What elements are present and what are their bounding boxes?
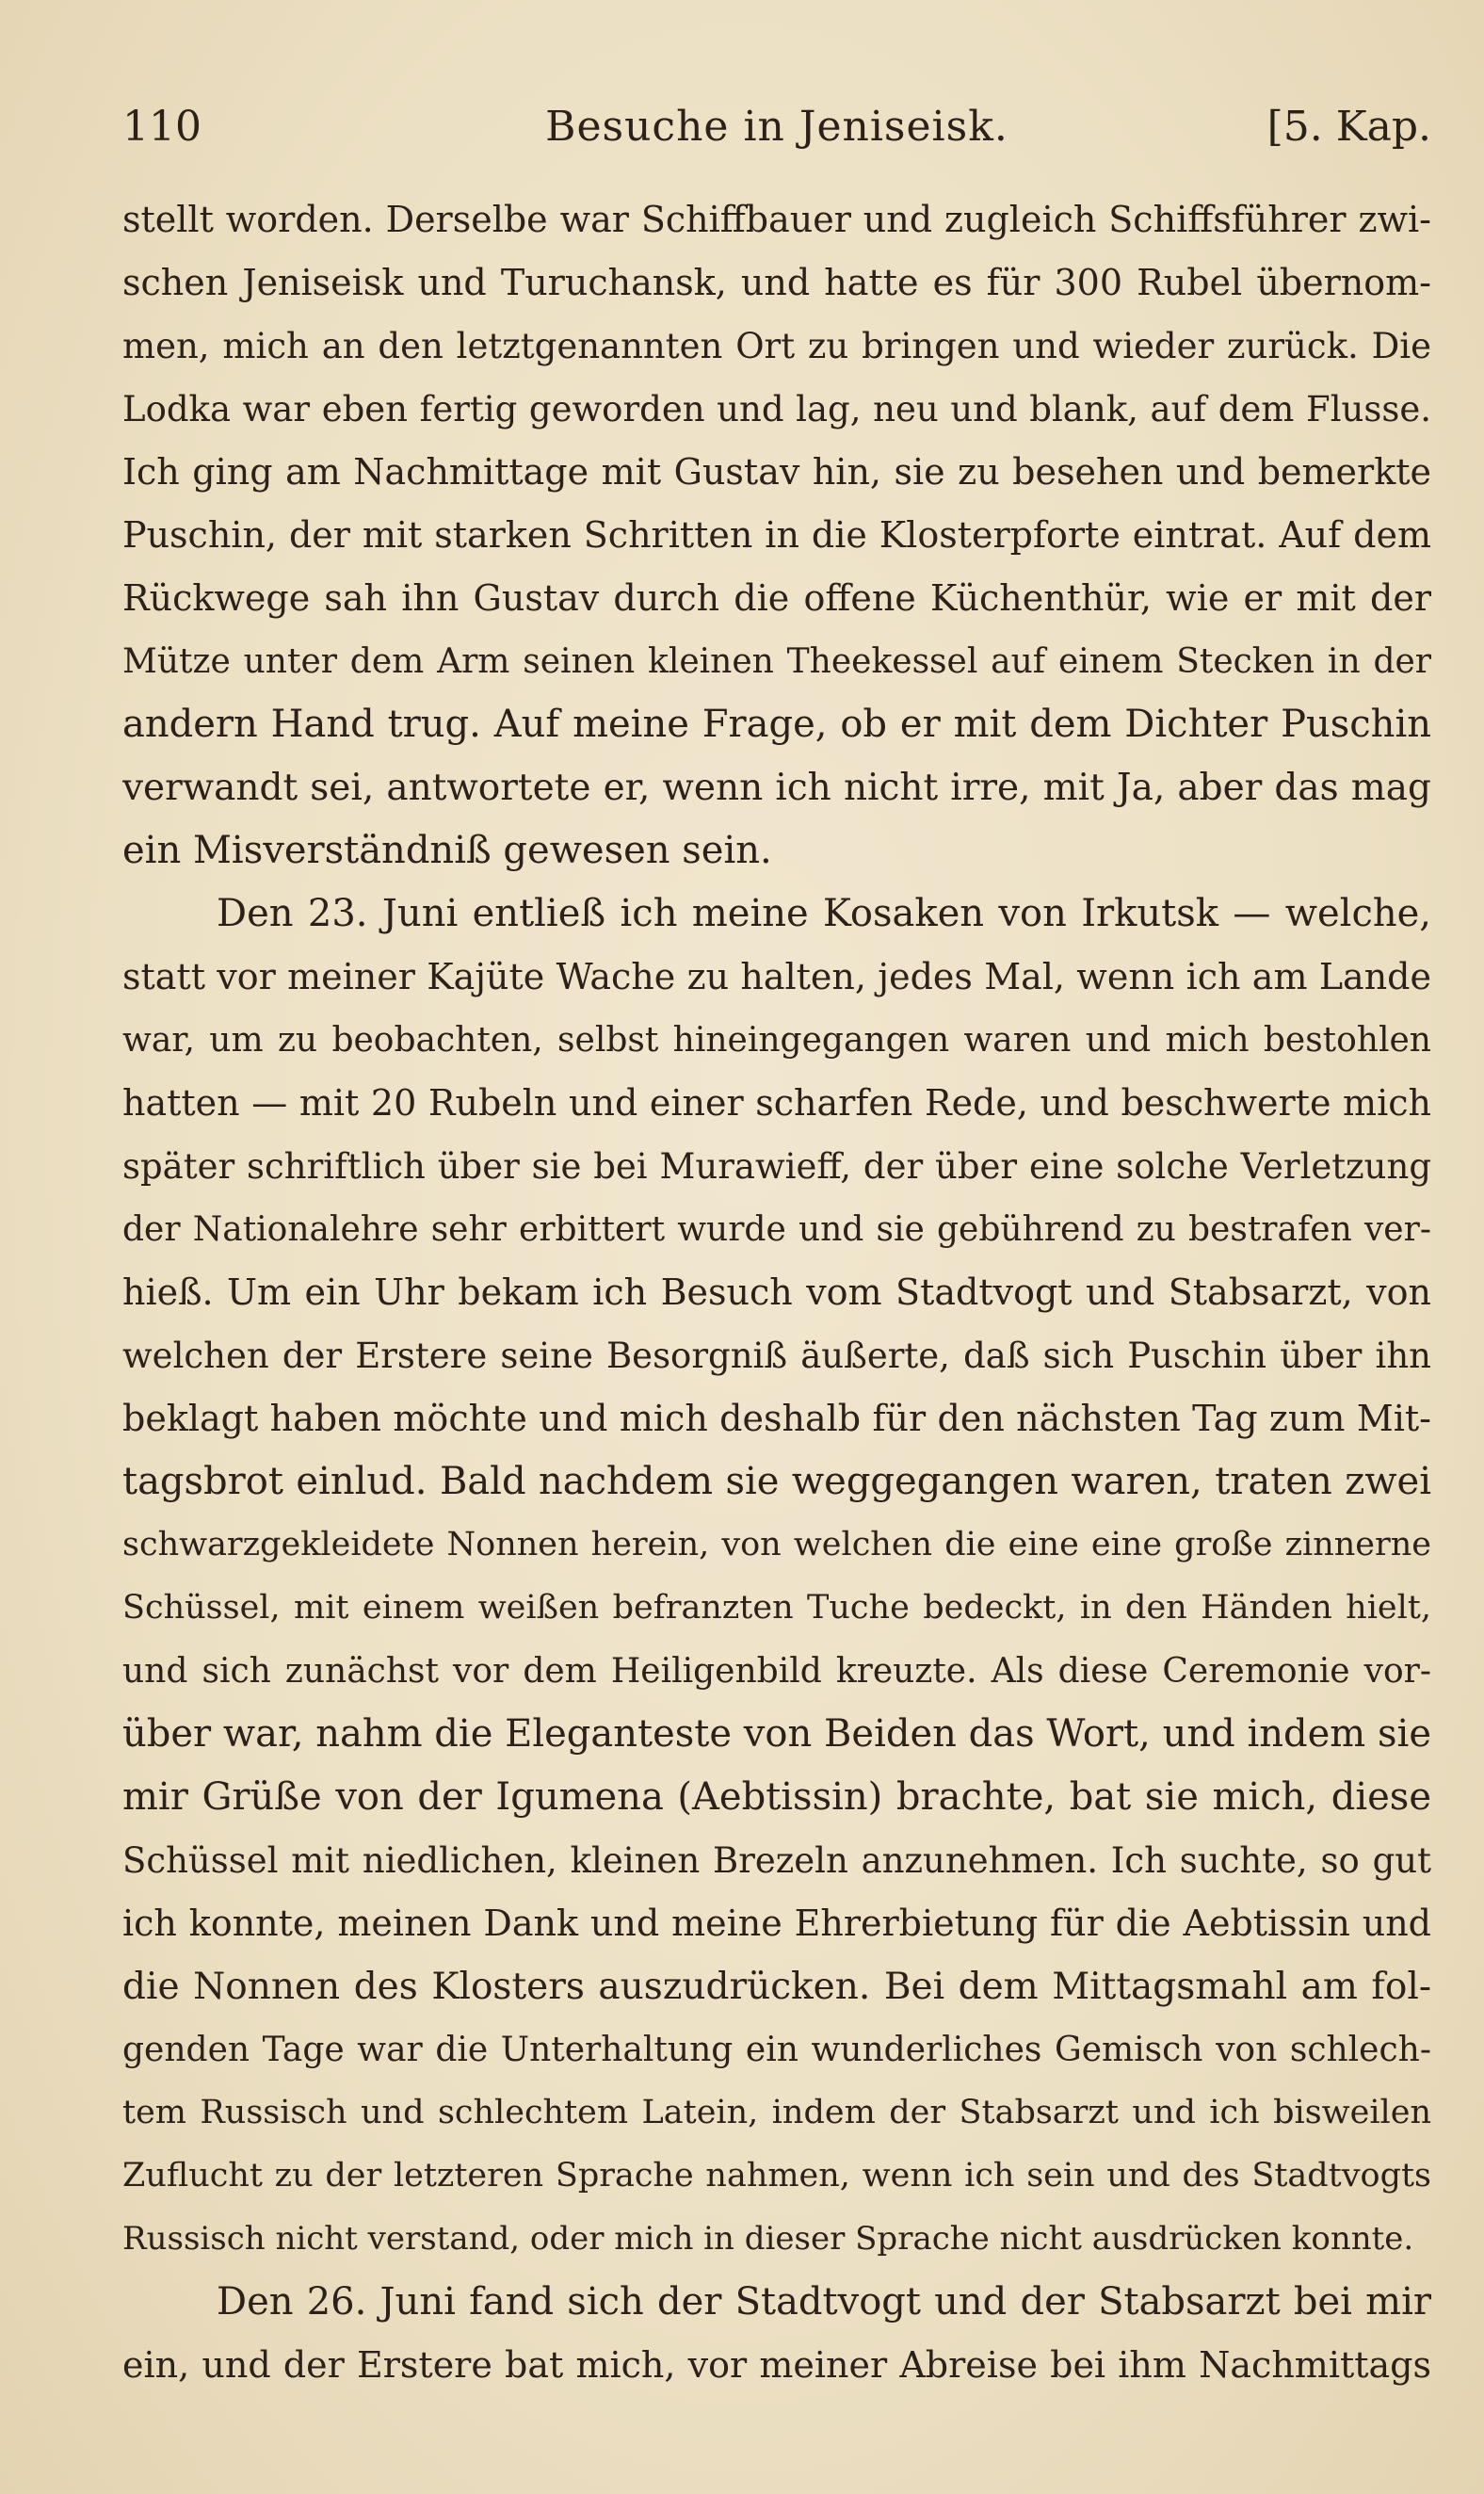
- text-line: mir Grüße von der Igumena (Aebtissin) brachte, bat sie mich, diese: [122, 1775, 1431, 1819]
- chapter-marker: [5. Kap.: [1266, 103, 1431, 151]
- text-line: später schriftlich über sie bei Murawieff, der über eine solche Verletzung: [122, 1146, 1431, 1187]
- page-number: 110: [122, 103, 202, 151]
- text-line: verwandt sei, antwortete er, wenn ich nicht irre, mit Ja, aber das mag: [122, 767, 1431, 809]
- text-line: men, mich an den letztgenannten Ort zu bringen und wieder zurück. Die: [122, 326, 1431, 366]
- running-head: Besuche in Jeniseisk.: [545, 103, 1008, 151]
- page-header: [122, 94, 1431, 160]
- text-line: ein Misverständniß gewesen sein.: [122, 829, 772, 872]
- text-line: genden Tage war die Unterhaltung ein wunderliches Gemisch von schlech-: [122, 2031, 1431, 2069]
- text-line: Lodka war eben fertig geworden und lag, neu und blank, auf dem Flusse.: [122, 389, 1431, 429]
- text-line: hatten — mit 20 Rubeln und einer scharfen Rede, und beschwerte mich: [122, 1082, 1431, 1124]
- text-line: ich konnte, meinen Dank und meine Ehrerbietung für die Aebtissin und: [122, 1903, 1431, 1944]
- text-line: die Nonnen des Klosters auszudrücken. Bei dem Mittagsmahl am fol-: [122, 1966, 1431, 2008]
- text-line: Ich ging am Nachmittage mit Gustav hin, sie zu besehen und bemerkte: [122, 451, 1431, 493]
- text-line: Den 23. Juni entließ ich meine Kosaken von Irkutsk — welche,: [217, 892, 1431, 935]
- text-line: Russisch nicht verstand, oder mich in dieser Sprache nicht ausdrücken konnte.: [122, 2220, 1414, 2258]
- text-line: Schüssel, mit einem weißen befranzten Tuche bedeckt, in den Händen hielt,: [122, 1589, 1431, 1627]
- text-line: war, um zu beobachten, selbst hineingegangen waren und mich bestohlen: [122, 1021, 1431, 1060]
- text-line: schwarzgekleidete Nonnen herein, von welchen die eine eine große zinnerne: [122, 1526, 1431, 1563]
- text-line: stellt worden. Derselbe war Schiffbauer und zugleich Schiffsführer zwi-: [122, 199, 1431, 240]
- text-line: Puschin, der mit starken Schritten in die Klosterpforte eintrat. Auf dem: [122, 514, 1431, 556]
- body-text: [122, 188, 1431, 2397]
- text-line: Zuflucht zu der letzteren Sprache nahmen, wenn ich sein und des Stadtvogts: [122, 2157, 1431, 2194]
- text-line: und sich zunächst vor dem Heiligenbild kreuzte. Als diese Ceremonie vor-: [122, 1652, 1431, 1691]
- text-line: Mütze unter dem Arm seinen kleinen Theekessel auf einem Stecken in der: [122, 642, 1431, 681]
- text-line: ein, und der Erstere bat mich, vor meiner Abreise bei ihm Nachmittags: [122, 2344, 1431, 2386]
- text-line: hieß. Um ein Uhr bekam ich Besuch vom Stadtvogt und Stabsarzt, von: [122, 1271, 1431, 1313]
- text-line: tagsbrot einlud. Bald nachdem sie weggegangen waren, traten zwei: [122, 1460, 1431, 1503]
- text-line: Rückwege sah ihn Gustav durch die offene Küchenthür, wie er mit der: [122, 577, 1431, 619]
- text-line: Den 26. Juni fand sich der Stadtvogt und der Stabsarzt bei mir: [217, 2280, 1431, 2324]
- text-line: der Nationalehre sehr erbittert wurde und sie gebührend zu bestrafen ver-: [122, 1210, 1431, 1249]
- text-line: statt vor meiner Kajüte Wache zu halten, jedes Mal, wenn ich am Lande: [122, 956, 1431, 997]
- text-line: schen Jeniseisk und Turuchansk, und hatte es für 300 Rubel übernom-: [122, 262, 1431, 303]
- text-line: Schüssel mit niedlichen, kleinen Brezeln anzunehmen. Ich suchte, so gut: [122, 1840, 1431, 1881]
- text-line: über war, nahm die Eleganteste von Beiden das Wort, und indem sie: [122, 1712, 1431, 1756]
- text-line: welchen der Erstere seine Besorgniß äußerte, daß sich Puschin über ihn: [122, 1336, 1431, 1376]
- text-line: tem Russisch und schlechtem Latein, indem der Stabsarzt und ich bisweilen: [122, 2094, 1431, 2131]
- text-line: andern Hand trug. Auf meine Frage, ob er mit dem Dichter Puschin: [122, 703, 1431, 746]
- text-line: beklagt haben möchte und mich deshalb für den nächsten Tag zum Mit-: [122, 1398, 1431, 1439]
